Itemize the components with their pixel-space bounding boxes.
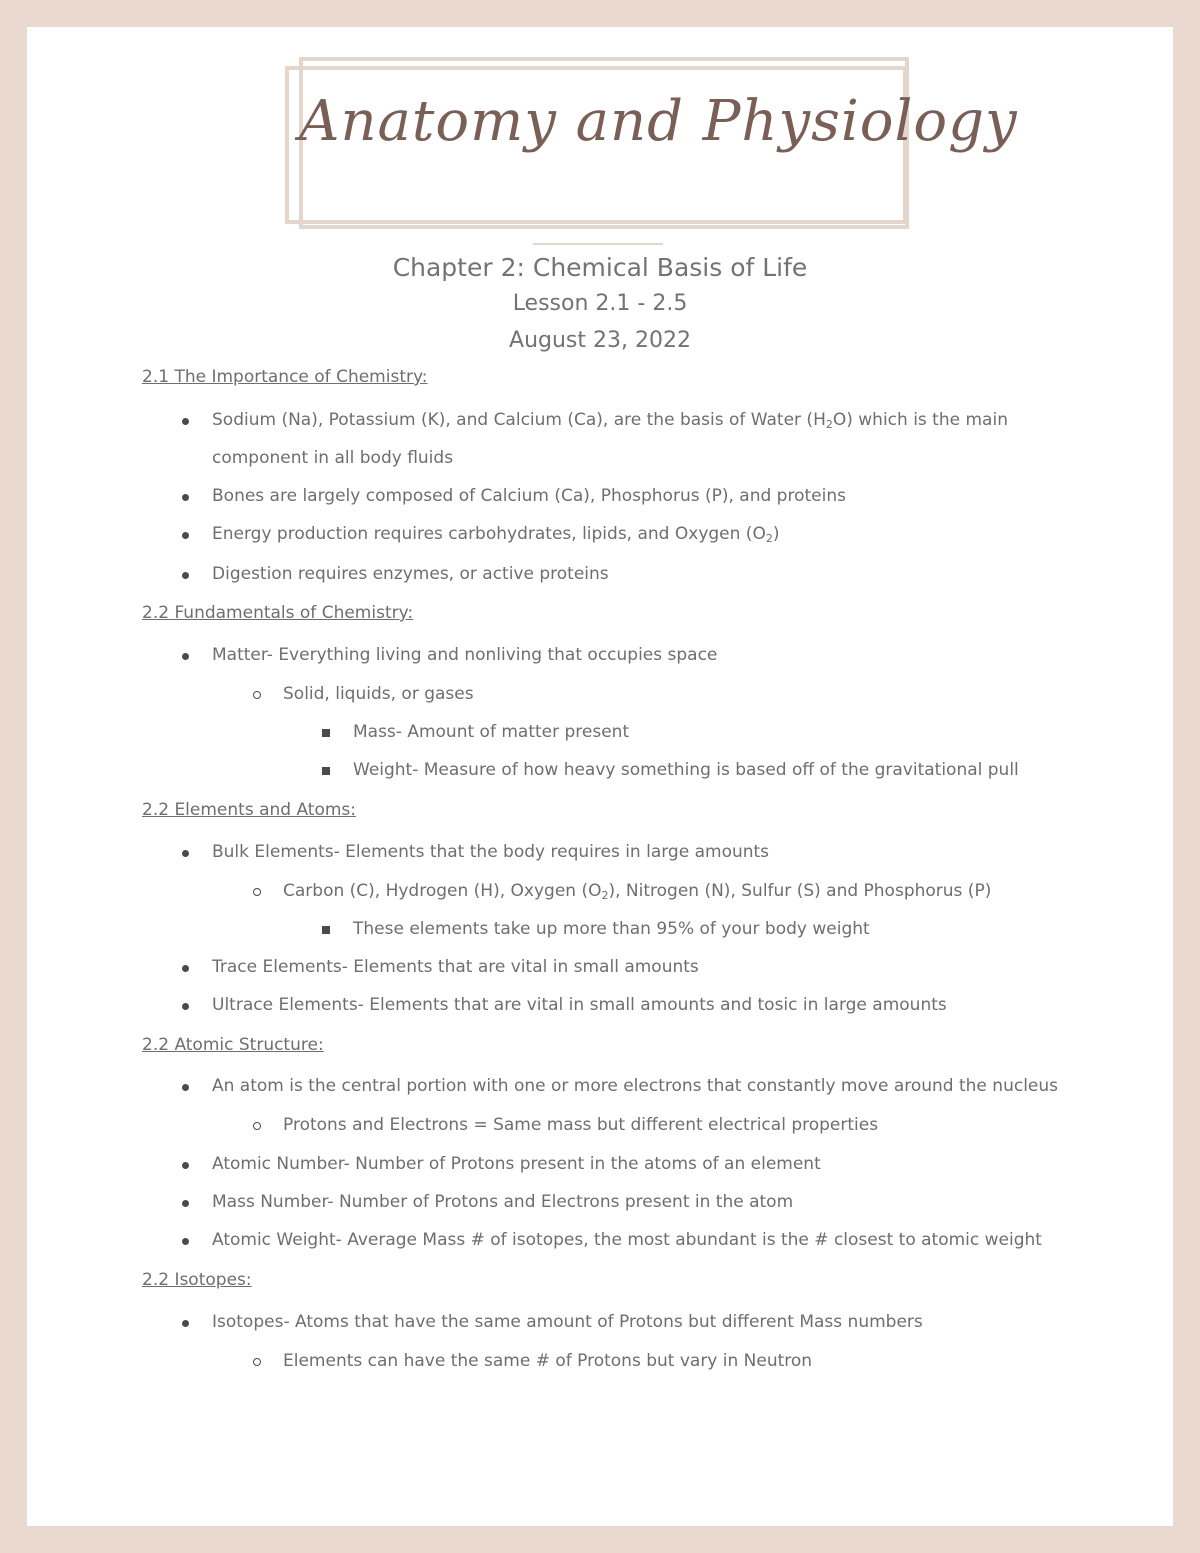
list-item-continuation: component in all body fluids: [212, 448, 454, 468]
lesson-heading: Lesson 2.1 - 2.5: [512, 291, 688, 316]
section-heading-atomic-structure: 2.2 Atomic Structure:: [142, 1035, 324, 1055]
list-item: Trace Elements- Elements that are vital in small amounts: [212, 957, 699, 977]
bullet-dot: [182, 1320, 189, 1327]
list-item: Ultrace Elements- Elements that are vital in small amounts and tosic in large amounts: [212, 995, 947, 1015]
list-item: Bulk Elements- Elements that the body requires in large amounts: [212, 842, 769, 862]
bullet-dot: [182, 965, 189, 972]
section-heading-elements: 2.2 Elements and Atoms:: [142, 800, 357, 820]
bullet-dot: [182, 1003, 189, 1010]
date-heading: August 23, 2022: [509, 328, 691, 353]
list-item: Digestion requires enzymes, or active proteins: [212, 564, 609, 584]
bullet-dot: [182, 850, 189, 857]
bullet-circle: [253, 1122, 261, 1130]
notes-content: [27, 27, 1173, 1526]
list-item: These elements take up more than 95% of your body weight: [353, 919, 870, 939]
list-item: Matter- Everything living and nonliving that occupies space: [212, 645, 717, 665]
bullet-circle: [253, 691, 261, 699]
list-item: Weight- Measure of how heavy something is based off of the gravitational pull: [353, 760, 1019, 780]
list-item: Atomic Number- Number of Protons present in the atoms of an element: [212, 1154, 821, 1174]
list-item: Mass- Amount of matter present: [353, 722, 629, 742]
list-item: Solid, liquids, or gases: [283, 684, 474, 704]
list-item: Bones are largely composed of Calcium (Ca), Phosphorus (P), and proteins: [212, 486, 846, 506]
list-item: Carbon (C), Hydrogen (H), Oxygen $(O_2)$, Nitrogen (N), Sulfur (S) and Phosphorus (P): [283, 881, 991, 901]
bullet-dot: [182, 653, 189, 660]
bullet-dot: [182, 1200, 189, 1207]
list-item: Energy production requires carbohydrates, lipids, and Oxygen $(O_2)$: [212, 524, 779, 544]
list-item: Elements can have the same # of Protons but vary in Neutron: [283, 1351, 812, 1371]
bullet-square: [322, 767, 330, 775]
section-heading-fundamentals: 2.2 Fundamentals of Chemistry:: [142, 603, 414, 623]
list-item: An atom is the central portion with one or more electrons that constantly move around the nucleus: [212, 1076, 1058, 1096]
bullet-dot: [182, 532, 189, 539]
bullet-dot: [182, 1238, 189, 1245]
bullet-dot: [182, 572, 189, 579]
document-page: [27, 27, 1173, 1526]
chapter-heading: Chapter 2: Chemical Basis of Life: [392, 253, 808, 282]
bullet-circle: [253, 1358, 261, 1366]
bullet-dot: [182, 418, 189, 425]
bullet-dot: [182, 494, 189, 501]
bullet-circle: [253, 888, 261, 896]
section-heading-isotopes: 2.2 Isotopes:: [142, 1270, 252, 1290]
list-item: Atomic Weight- Average Mass # of isotopes, the most abundant is the # closest to atomic weight: [212, 1230, 1042, 1250]
bullet-square: [322, 729, 330, 737]
list-item: Sodium (Na), Potassium (K), and Calcium (Ca), are the basis of Water $(H_2O)$ which is the main: [212, 410, 1008, 430]
list-item: Protons and Electrons = Same mass but different electrical properties: [283, 1115, 878, 1135]
list-item: Isotopes- Atoms that have the same amount of Protons but different Mass numbers: [212, 1312, 923, 1332]
bullet-square: [322, 926, 330, 934]
list-item: Mass Number- Number of Protons and Electrons present in the atom: [212, 1192, 793, 1212]
section-heading-importance: 2.1 The Importance of Chemistry:: [142, 367, 428, 387]
bullet-dot: [182, 1162, 189, 1169]
bullet-dot: [182, 1084, 189, 1091]
document-title: Anatomy and Physiology: [299, 89, 1018, 154]
